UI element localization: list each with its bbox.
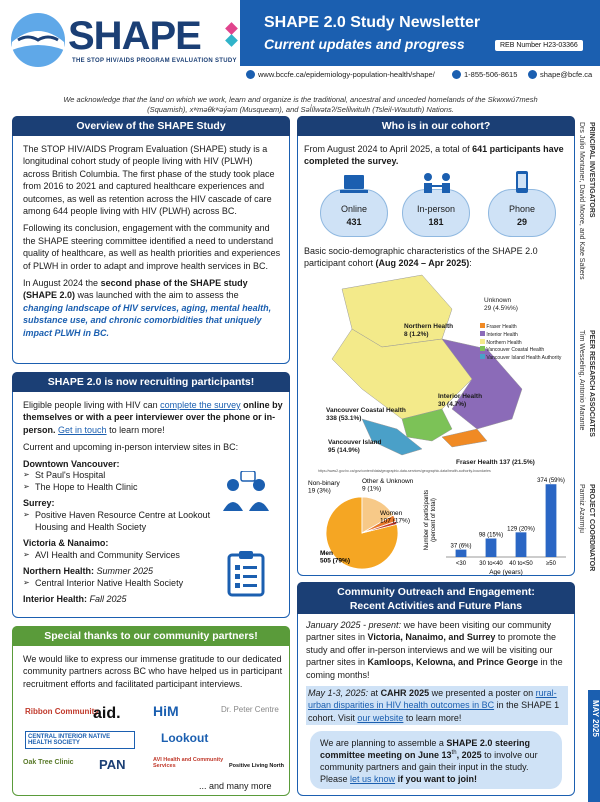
pie-label-0: Men 505 (79%): [320, 550, 350, 565]
pie-label-1: Women 107 (17%): [380, 510, 410, 525]
mobile-phone-icon: [514, 171, 530, 195]
pie-label-2: Non-binary 19 (3%): [308, 480, 340, 495]
overview-p2: Following its conclusion, engagement with the community and the SHAPE steering committee identified a need to understand quality of healthcare, as well as health priorities and experiences of PLWH in order to adapt and improve health services in BC.: [23, 223, 281, 271]
bar-xlabel: Age (years): [489, 569, 523, 576]
mode-phone: Phone 29: [488, 189, 556, 237]
outreach-p1: January 2025 - present: we have been visiting our community partner sites in Victoria, Nanaimo, and Surrey to promote the study and offer in-person interviews and we will be visiting our partner sites in Kamloops, Kelowna, and Prince George in the coming months!: [306, 620, 563, 680]
partner-logo-pan: PAN: [99, 757, 126, 772]
newsletter-subtitle: Current updates and progress: [264, 36, 465, 52]
phone-contact[interactable]: [452, 70, 517, 79]
clipboard-icon: [227, 551, 265, 597]
bc-health-authority-map: [312, 269, 562, 459]
map-legend: Fraser Health Interior Health Northern Health Vancouver Coastal Health Vancouver Island Health Authority: [480, 323, 561, 362]
website-link-2[interactable]: our website: [357, 712, 404, 723]
bar-tick-2: 40 to<50: [509, 561, 533, 567]
thanks-text: We would like to express our immense gratitude to our dedicated community partners across BC who have helped us in participant recruitment efforts and facilitated participant interviews.: [23, 654, 283, 689]
region-surrey: Surrey:: [23, 498, 55, 509]
overview-heading: Overview of the SHAPE Study: [12, 116, 290, 136]
laptop-icon: [340, 173, 368, 195]
outreach-p2: May 1-3, 2025: at CAHR 2025 we presented a poster on rural-urban disparities in HIV health outcomes in BC in the SHAPE 1 cohort. Visit our website to learn more!: [306, 686, 568, 725]
recruiting-heading: SHAPE 2.0 is now recruiting participants!: [12, 372, 290, 392]
steering-callout: We are planning to assemble a SHAPE 2.0 steering committee meeting on June 13th, 2025 to involve our community partners and gain their input in the study. Please let us know if you want to join!: [310, 731, 562, 789]
let-us-know-link[interactable]: let us know: [350, 774, 396, 785]
site-positive-haven: ➢ Positive Haven Resource Centre at Lookout Housing and Health Society: [23, 510, 219, 533]
site-central-interior: ➢ Central Interior Native Health Society: [23, 578, 283, 590]
thanks-box: [12, 626, 290, 796]
map-island-label: Vancouver Island 95 (14.9%): [328, 439, 382, 454]
mode-in-person: In-person 181: [402, 189, 470, 237]
pra-names: Tim Wesseling, Antonio Marante: [578, 330, 585, 431]
poster-link[interactable]: rural-urban disparities in HIV health outcomes in BC: [308, 688, 557, 711]
bar-tick-0: <30: [455, 561, 467, 567]
cohort-intro: From August 2024 to April 2025, a total of 641 participants have completed the survey.: [304, 144, 564, 167]
map-source: https://www2.gov.bc.ca/gov/content/data/geographic-data-services/geographic-data/health-authority-boundaries: [318, 469, 491, 473]
recruiting-box: [12, 372, 290, 618]
survey-link[interactable]: complete the survey: [160, 400, 241, 410]
region-downtown: Downtown Vancouver:: [23, 458, 120, 469]
pc-names: Parmiz Azarmju: [578, 484, 585, 534]
site-hope-to-health: ➢ The Hope to Health Clinic: [23, 482, 283, 494]
site-avi: ➢ AVI Health and Community Services: [23, 550, 283, 562]
partner-logo-him: HiM: [153, 703, 179, 719]
logo-tagline: THE STOP HIV/AIDS PROGRAM EVALUATION STUDY: [72, 58, 237, 64]
bar-3: [546, 484, 557, 557]
pra-credits: PEER RESEARCH ASSOCIATES: [588, 330, 595, 437]
partner-logo-ribbon: Ribbon Community: [25, 707, 99, 716]
bar-0: [456, 550, 467, 557]
pi-names: Drs Julio Montaner, David Moore, and Kate Salters: [578, 122, 585, 280]
title-band: [240, 0, 600, 66]
region-northern: Northern Health: Summer 2025: [23, 566, 154, 577]
partner-logo-lookout: Lookout: [161, 731, 209, 745]
partner-logo-oak-tree: Oak Tree Clinic: [23, 759, 74, 766]
partner-logo-cinhs: CENTRAL INTERIOR NATIVE HEALTH SOCIETY: [25, 731, 135, 749]
land-acknowledgement: We acknowledge that the land on which we work, learn and organize is the traditional, ancestral and unceded homelands of the Skwxwú7mesh (Squamish), xʷməθkʷəy̓əm (Musqueam), and Səl̓ílwətaʔ/Selilwitulh (Tsleil-Waututh) Nations.: [63, 95, 538, 114]
map-vch-label: Vancouver Coastal Health 338 (53.1%): [326, 407, 406, 422]
partner-logo-pln: Positive Living North: [229, 763, 285, 769]
email-icon: [528, 70, 537, 79]
partner-logo-avi: AVI Health and Community Services: [153, 757, 224, 769]
logo-name: SHAPE: [68, 14, 201, 58]
meeting-icon: [422, 171, 452, 195]
newsletter-title: SHAPE 2.0 Study Newsletter: [264, 14, 481, 31]
cohort-heading: Who is in our cohort?: [297, 116, 575, 136]
outreach-heading: Community Outreach and Engagement: Recent Activities and Future Plans: [297, 582, 575, 614]
map-unknown-label: Unknown 29 (4.5%%): [484, 297, 518, 312]
website-link[interactable]: www.bccfe.ca/epidemiology-population-health/shape/: [258, 70, 435, 79]
diamond-icon: [225, 22, 239, 48]
demo-intro: Basic socio-demographic characteristics of the SHAPE 2.0 participant cohort (Aug 2024 – Apr 2025):: [304, 246, 538, 269]
bar-data-label-3: 374 (59%): [537, 478, 565, 485]
email-contact[interactable]: [528, 70, 592, 79]
map-interior-label: Interior Health 30 (4.7%): [438, 393, 483, 408]
globe-icon: [246, 70, 255, 79]
map-fraser-label: Fraser Health 137 (21.5%): [456, 459, 535, 466]
age-bar-chart: [416, 477, 572, 577]
reb-number: REB Number H23-03366: [495, 40, 583, 51]
overview-p3: In August 2024 the second phase of the SHAPE study (SHAPE 2.0) was launched with the aim to assess the changing landscape of HIV services, aging, mental health, substance use, and chronic comorbidities that uniquely impact PLWH in BC.: [23, 278, 272, 338]
map-northern-label: Northern Health 8 (1.2%): [404, 323, 454, 338]
sites-intro: Current and upcoming in-person interview sites in BC:: [23, 442, 239, 453]
issue-date: MAY 2025: [591, 700, 600, 737]
website-contact[interactable]: [246, 70, 435, 79]
site-st-pauls: ➢ St Paul's Hospital: [23, 470, 283, 482]
mode-online: Online 431: [320, 189, 388, 237]
pie-label-3: Other & Unknown 9 (1%): [362, 478, 414, 493]
email-address[interactable]: shape@bcfe.ca: [540, 70, 593, 79]
bar-1: [486, 539, 497, 558]
partner-logo-dr-peter: Dr. Peter Centre: [221, 705, 279, 714]
outreach-body: [306, 619, 568, 725]
header: [0, 0, 600, 88]
region-victoria: Victoria & Nanaimo:: [23, 538, 109, 549]
partner-logo-aid: aid.: [93, 705, 121, 722]
interview-people-icon: [223, 471, 271, 513]
bar-data-label-0: 37 (6%): [450, 543, 472, 550]
region-interior: Interior Health: Fall 2025: [23, 594, 127, 605]
overview-box: [12, 116, 290, 364]
handshake-logo-icon: [8, 10, 68, 70]
thanks-heading: Special thanks to our community partners!: [12, 626, 290, 646]
gender-pie-chart: [304, 477, 424, 573]
bar-ylabel: Number of participants(percent of total): [424, 489, 437, 551]
outreach-box: [297, 582, 575, 796]
phone-icon: [452, 70, 461, 79]
pc-credits: PROJECT COORDINATOR: [588, 484, 595, 572]
cohort-box: [297, 116, 575, 576]
recruiting-intro: Eligible people living with HIV can complete the survey online by themselves or with a peer interviewer over the phone or in-person. Get in touch to learn more!: [23, 400, 283, 435]
get-in-touch-link[interactable]: Get in touch: [58, 424, 107, 435]
bar-tick-1: 30 to<40: [479, 561, 503, 567]
overview-body: [23, 143, 281, 339]
bar-data-label-2: 129 (20%): [507, 526, 535, 533]
phone-number[interactable]: 1-855-506-8615: [464, 70, 518, 79]
pi-credits: PRINCIPAL INVESTIGATORS: [588, 122, 595, 218]
overview-p1: The STOP HIV/AIDS Program Evaluation (SHAPE) study is a longitudinal cohort study of people living with HIV (PLWH) across British Columbia. The first phase of the study took place from 2016 to 2021 and captured healthcare experiences and outcomes, as well as retention across the HIV cascade of care among 644 people living with HIV (PLWH) across BC.: [23, 144, 275, 217]
bar-tick-3: ≥50: [546, 561, 556, 567]
many-more: ... and many more: [199, 781, 272, 791]
bar-2: [516, 532, 527, 557]
bar-data-label-1: 98 (15%): [478, 532, 504, 539]
